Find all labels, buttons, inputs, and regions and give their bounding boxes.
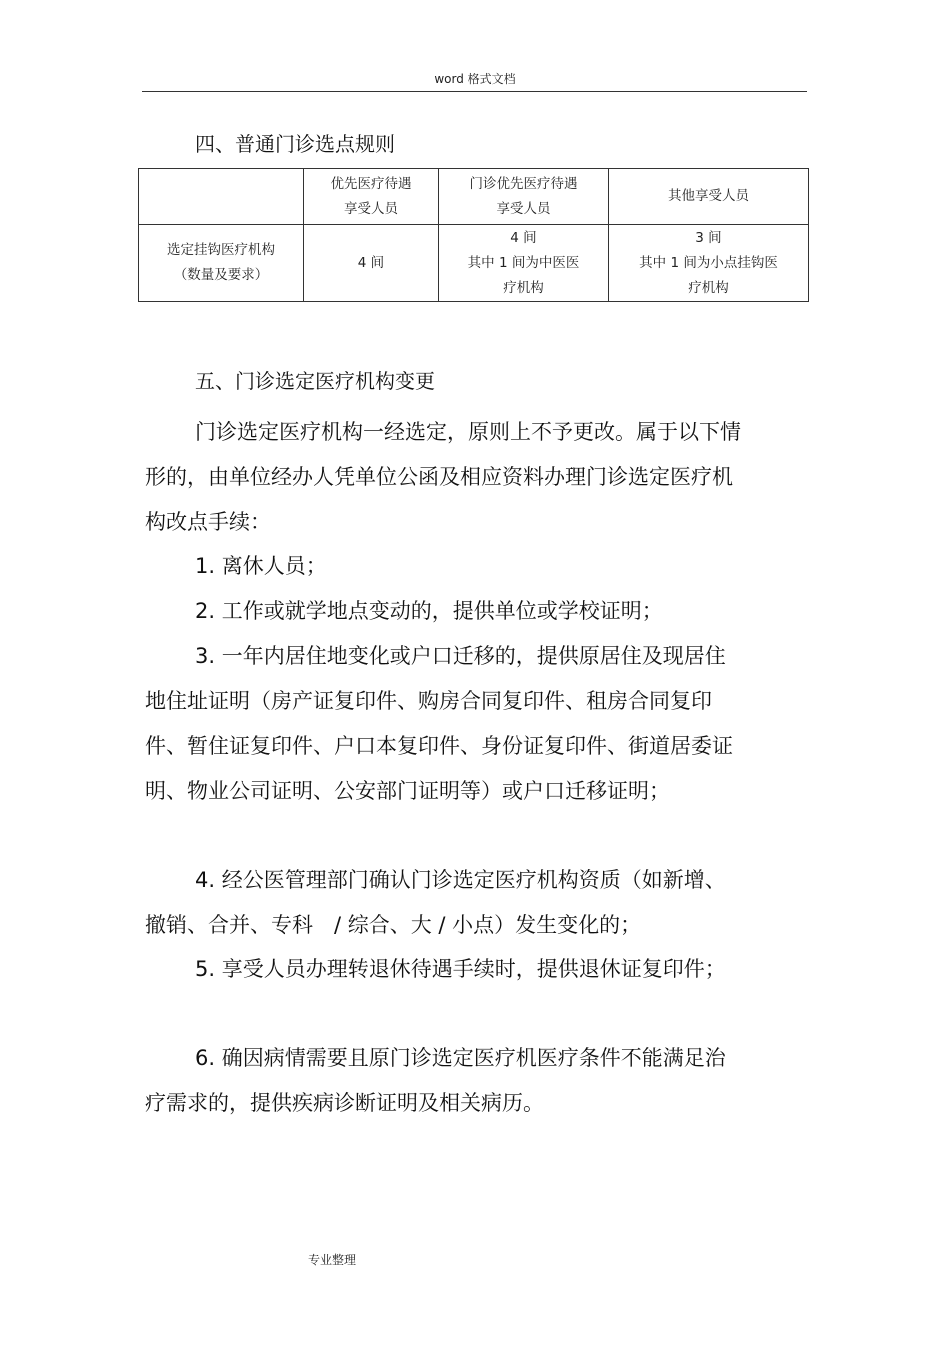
table-header-cell: 其他享受人员 — [609, 169, 809, 225]
list-item: 2. 工作或就学地点变动的，提供单位或学校证明； — [195, 599, 663, 623]
list-item: 4. 经公医管理部门确认门诊选定医疗机构资质（如新增、撤销、合并、专科 / 综合、大 / 小点）发生变化的； — [145, 868, 726, 937]
table-row — [139, 225, 809, 302]
table-row-label: 选定挂钩医疗机构 （数量及要求） — [139, 225, 304, 302]
table-header-cell: 优先医疗待遇 享受人员 — [304, 169, 439, 225]
page-header: word 格式文档 — [434, 72, 516, 86]
list-item: 1. 离休人员； — [195, 554, 327, 578]
table-header-row — [139, 169, 809, 225]
table-cell: 3 间 其中 1 间为小点挂钩医 疗机构 — [609, 225, 809, 302]
table-cell: 4 间 — [304, 225, 439, 302]
list-item: 5. 享受人员办理转退休待遇手续时，提供退休证复印件； — [195, 957, 726, 981]
table-cell: 4 间 其中 1 间为中医医 疗机构 — [439, 225, 609, 302]
list-item: 6. 确因病情需要且原门诊选定医疗机医疗条件不能满足治疗需求的，提供疾病诊断证明及相关病历。 — [145, 1046, 726, 1115]
intro-paragraph: 门诊选定医疗机构一经选定，原则上不予更改。属于以下情形的，由单位经办人凭单位公函及相应资料办理门诊选定医疗机构改点手续： — [145, 420, 741, 534]
header-rule — [142, 91, 807, 92]
table-header-cell: 门诊优先医疗待遇 享受人员 — [439, 169, 609, 225]
section-5-heading: 五、门诊选定医疗机构变更 — [195, 369, 435, 393]
section-4-heading: 四、普通门诊选点规则 — [195, 132, 395, 156]
table-header-cell-empty — [139, 169, 304, 225]
page-footer: 专业整理 — [308, 1253, 357, 1267]
list-item: 3. 一年内居住地变化或户口迁移的，提供原居住及现居住地住址证明（房产证复印件、购房合同复印件、租房合同复印件、暂住证复印件、户口本复印件、身份证复印件、街道居委证明、物业公司证明、公安部门证明等）或户口迁移证明； — [145, 644, 733, 803]
clinic-selection-rules-table — [138, 168, 809, 302]
